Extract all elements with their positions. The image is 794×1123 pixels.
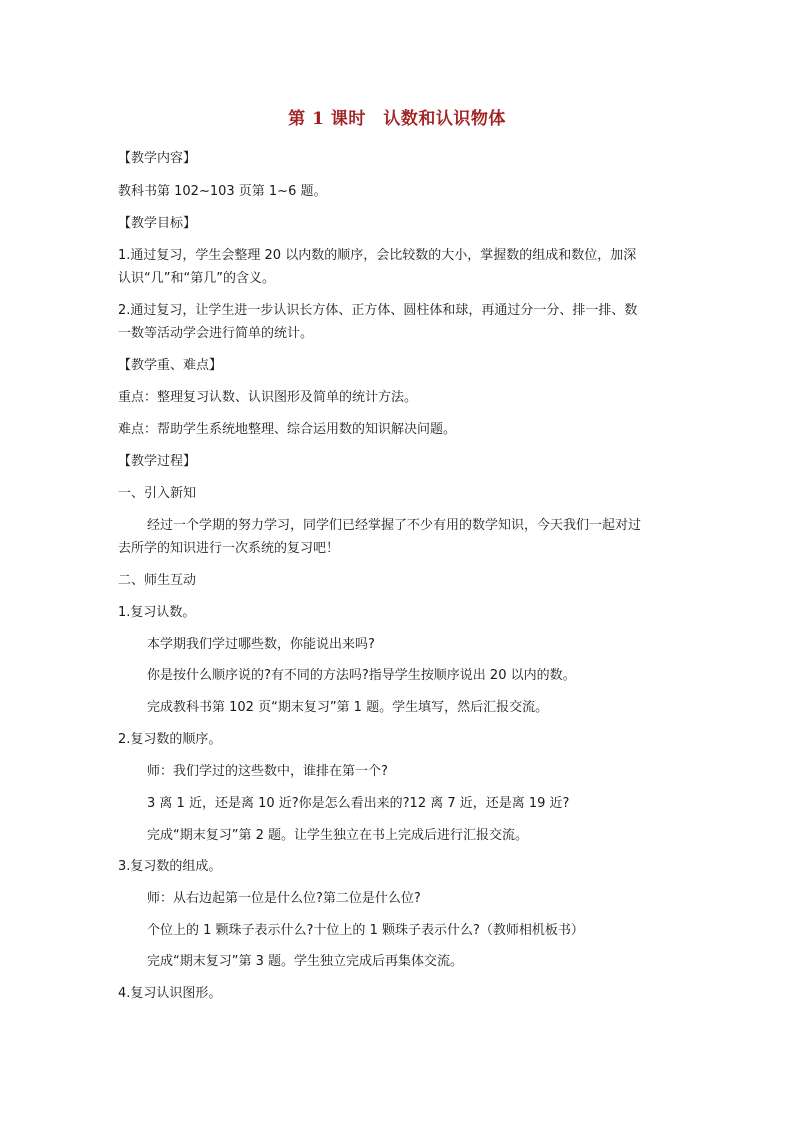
text-line: 个位上的 1 颗珠子表示什么?十位上的 1 颗珠子表示什么?（教师相机板书） bbox=[147, 923, 584, 938]
text-line: 重点：整理复习认数、认识图形及简单的统计方法。 bbox=[118, 390, 418, 405]
text-line: 2.通过复习，让学生进一步认识长方体、正方体、圆柱体和球，再通过分一分、排一排、数 bbox=[118, 303, 638, 318]
text-line: 1.通过复习，学生会整理 20 以内数的顺序，会比较数的大小，掌握数的组成和数位，加深 bbox=[118, 248, 637, 263]
numbered-item: 3.复习数的组成。 bbox=[118, 859, 222, 874]
text-line: 本学期我们学过哪些数，你能说出来吗? bbox=[147, 637, 375, 652]
subsection-heading: 一、引入新知 bbox=[118, 486, 197, 501]
text-line: 完成“期末复习”第 2 题。让学生独立在书上完成后进行汇报交流。 bbox=[147, 828, 529, 843]
subsection-heading: 二、师生互动 bbox=[118, 573, 197, 588]
text-line: 你是按什么顺序说的?有不同的方法吗?指导学生按顺序说出 20 以内的数。 bbox=[147, 668, 576, 683]
lesson-title: 第 1 课时 认数和认识物体 bbox=[288, 109, 506, 129]
section-heading-process: 【教学过程】 bbox=[118, 454, 197, 469]
text-line: 教科书第 102~103 页第 1~6 题。 bbox=[118, 184, 327, 199]
section-heading-keypoints: 【教学重、难点】 bbox=[118, 358, 223, 373]
section-heading-content: 【教学内容】 bbox=[118, 151, 197, 166]
text-line: 难点：帮助学生系统地整理、综合运用数的知识解决问题。 bbox=[118, 422, 457, 437]
text-line: 师：我们学过的这些数中，谁排在第一个? bbox=[147, 764, 388, 779]
text-line: 3 离 1 近，还是离 10 近?你是怎么看出来的?12 离 7 近，还是离 19 近? bbox=[147, 796, 570, 811]
text-line: 完成教科书第 102 页“期末复习”第 1 题。学生填写，然后汇报交流。 bbox=[147, 700, 549, 715]
numbered-item: 4.复习认识图形。 bbox=[118, 986, 222, 1001]
text-line: 一数等活动学会进行简单的统计。 bbox=[118, 326, 314, 341]
text-line: 经过一个学期的努力学习，同学们已经掌握了不少有用的数学知识，今天我们一起对过 bbox=[147, 518, 642, 533]
text-line: 完成“期末复习”第 3 题。学生独立完成后再集体交流。 bbox=[147, 954, 464, 969]
numbered-item: 1.复习认数。 bbox=[118, 605, 196, 620]
section-heading-goals: 【教学目标】 bbox=[118, 216, 197, 231]
text-line: 去所学的知识进行一次系统的复习吧！ bbox=[118, 541, 340, 556]
numbered-item: 2.复习数的顺序。 bbox=[118, 732, 222, 747]
text-line: 师：从右边起第一位是什么位?第二位是什么位? bbox=[147, 891, 421, 906]
text-line: 认识“几”和“第几”的含义。 bbox=[118, 271, 275, 286]
